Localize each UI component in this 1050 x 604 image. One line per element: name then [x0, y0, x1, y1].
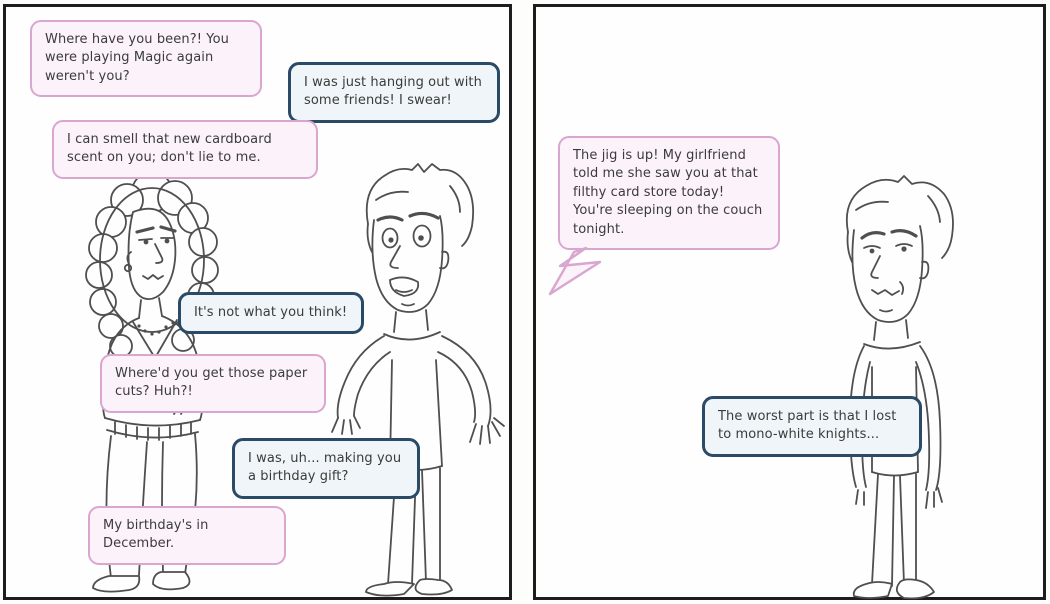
speech-bubble-7: My birthday's in December.	[88, 506, 286, 565]
speech-bubble-3: I can smell that new cardboard scent on you; don't lie to me.	[52, 120, 318, 179]
speech-bubble-6: I was, uh... making you a birthday gift?	[232, 438, 420, 499]
speech-bubble-2: I was just hanging out with some friends! I swear!	[288, 62, 500, 123]
speech-bubble-8-tail	[548, 246, 628, 298]
speech-bubble-8: The jig is up! My girlfriend told me she saw you at that filthy card store today! You're sleeping on the couch tonight.	[558, 136, 780, 250]
speech-bubble-4: It's not what you think!	[178, 292, 364, 334]
speech-bubble-1: Where have you been?! You were playing Magic again weren't you?	[30, 20, 262, 97]
speech-bubble-5: Where'd you get those paper cuts? Huh?!	[100, 354, 326, 413]
man-character-sad	[812, 172, 997, 604]
man-character-worried	[330, 160, 520, 604]
speech-bubble-9: The worst part is that I lost to mono-white knights...	[702, 396, 922, 457]
